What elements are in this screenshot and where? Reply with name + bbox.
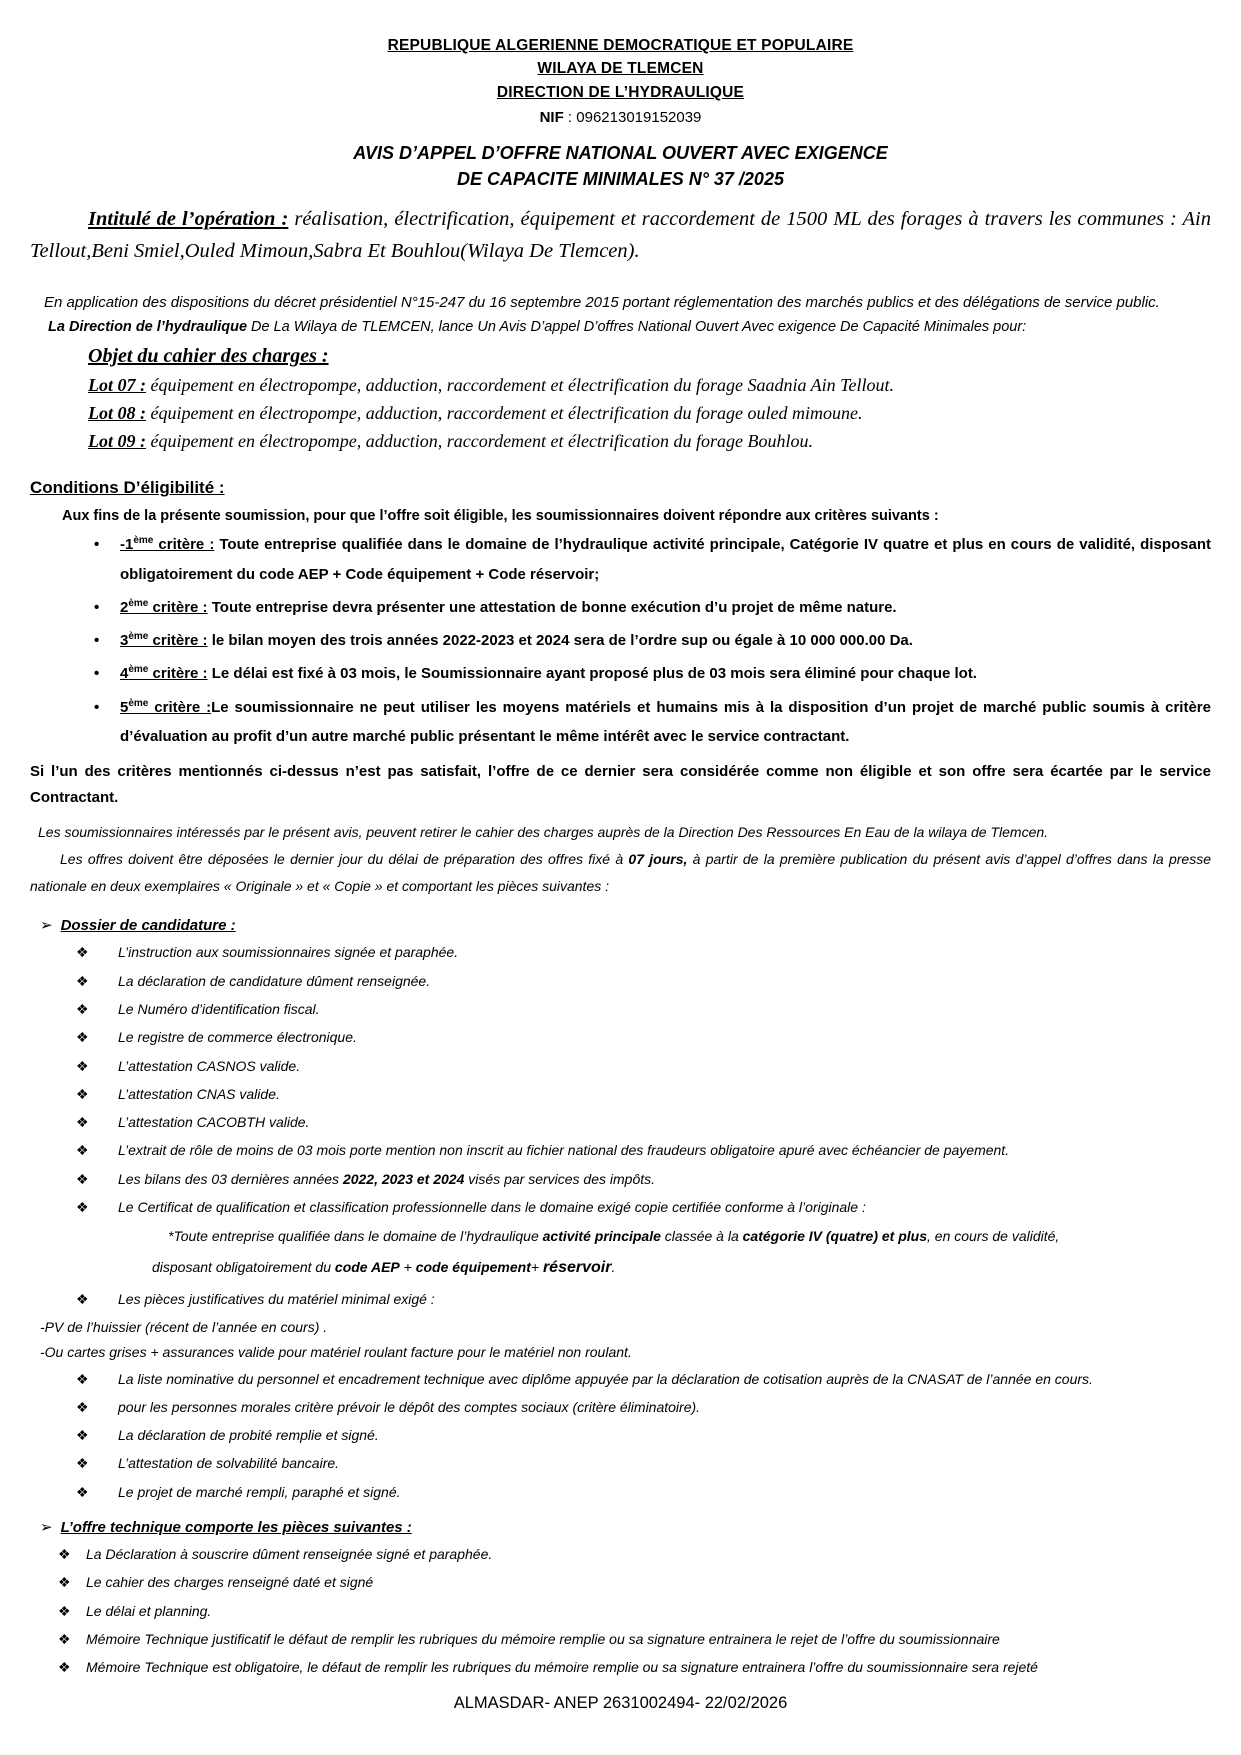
dossier-heading [40, 916, 1211, 934]
criterion-4-word: critère : [148, 665, 208, 683]
nif-label: NIF [539, 108, 564, 126]
offre-technique-list [30, 1544, 1211, 1677]
depot-delai: 07 jours, [628, 850, 688, 867]
criterion-2 [94, 593, 1211, 622]
depot-after: à partir de la première publication du présent avis d’appel d’offres dans la presse nationale en deux exemplaires « Originale » et « Copie » et comportant les pièces suivantes : [30, 850, 1211, 895]
categorie-text: catégorie IV (quatre) et plus [742, 1228, 927, 1245]
list-item-text: Le délai et planning. [86, 1602, 212, 1619]
list-item [30, 1629, 1211, 1649]
list-item-text: pour les personnes morales critère prévoir le dépôt des comptes sociaux (critère éliminatoire). [118, 1398, 701, 1415]
nif-line [30, 109, 1211, 126]
list-item [30, 971, 1211, 991]
criterion-3-word: critère : [148, 632, 208, 650]
criterion-5-sup: ème [128, 697, 149, 709]
list-item [30, 1397, 1211, 1417]
criterion-3-text: le bilan moyen des trois années 2022-2023 et 2024 sera de l’ordre sup ou égale à 10 000 000.00 Da. [207, 632, 913, 650]
list-item [30, 1482, 1211, 1502]
diamond-bullet-icon: ❖ [76, 1370, 89, 1387]
operation-label: Intitulé de l’opération : [88, 207, 289, 230]
criterion-5-text: Le soumissionnaire ne peut utiliser les moyens matériels et humains mis à la disposition d’un projet de marché public soumis à critère d’évaluation au profit d’un autre marché public présentant le même intérêt avec le service contractant. [120, 698, 1211, 745]
list-item [30, 1453, 1211, 1473]
diamond-bullet-icon: ❖ [76, 1000, 89, 1017]
materiel-line-pv: -PV de l’huissier (récent de l’année en cours) . [40, 1318, 328, 1335]
list-item-text: Le projet de marché rempli, paraphé et signé. [118, 1483, 401, 1500]
diamond-bullet-icon: ❖ [58, 1659, 71, 1676]
criterion-5-word: critère : [148, 698, 212, 716]
list-item-text: L’instruction aux soumissionnaires signée et paraphée. [118, 944, 459, 961]
criterion-1-sup: ème [133, 535, 154, 547]
certificat-detail-text: classée à la [660, 1228, 743, 1245]
certificat-detail-2 [152, 1256, 1211, 1280]
list-item-text: Les pièces justificatives du matériel minimal exigé : [118, 1291, 435, 1308]
retrait-paragraph: Les soumissionnaires intéressés par le présent avis, peuvent retirer le cahier des charges auprès de la Direction Des Ressources En Eau de la wilaya de Tlemcen. [38, 823, 1049, 840]
operation-paragraph [30, 204, 1211, 268]
list-item-text: La déclaration de probité remplie et signé. [118, 1427, 379, 1444]
criteria-list [94, 530, 1211, 751]
criterion-2-sup: ème [128, 597, 149, 609]
list-item [30, 1084, 1211, 1104]
direction-announcement [30, 319, 1211, 335]
list-item-text: L’attestation CACOBTH valide. [118, 1114, 310, 1131]
bilans-text-2: visés par services des impôts. [468, 1170, 656, 1187]
depot-before: Les offres doivent être déposées le dernier jour du délai de préparation des offres fixé à [60, 850, 629, 867]
list-item-text: L’attestation CASNOS valide. [118, 1057, 301, 1074]
certificat-detail-1 [168, 1226, 1211, 1247]
criterion-3 [94, 626, 1211, 655]
list-item-text [118, 1169, 1211, 1189]
list-item [30, 1056, 1211, 1076]
objet-heading: Objet du cahier des charges : [88, 345, 329, 368]
criterion-2-text: Toute entreprise devra présenter une attestation de bonne exécution d’u projet de même nature. [207, 598, 897, 616]
diamond-bullet-icon: ❖ [58, 1630, 71, 1647]
diamond-bullet-icon: ❖ [76, 1483, 89, 1500]
lot-07 [88, 375, 1211, 396]
criterion-4-num: 4 [120, 665, 129, 683]
criterion-1-word: critère : [153, 536, 215, 554]
list-item-text: La déclaration de candidature dûment renseignée. [118, 972, 431, 989]
list-item-text: Le cahier des charges renseigné daté et signé [86, 1574, 374, 1591]
diamond-bullet-icon: ❖ [76, 1029, 89, 1046]
criterion-1-text: Toute entreprise qualifiée dans le domaine de l’hydraulique activité principale, Catégorie IV quatre et plus en cours de validité, disposant obligatoirement du code AEP + Code équipement + Code réservoir; [120, 536, 1211, 583]
lot-09-text: équipement en électropompe, adduction, raccordement et électrification du forage Bouhlou. [146, 431, 813, 452]
criterion-5 [94, 693, 1211, 752]
criterion-3-label [120, 632, 208, 649]
list-item [30, 1572, 1211, 1592]
criterion-1-num: -1 [120, 536, 134, 554]
diamond-bullet-icon: ❖ [58, 1602, 71, 1619]
list-item-text: L’attestation CNAS valide. [118, 1085, 280, 1102]
diamond-bullet-icon: ❖ [76, 1170, 89, 1187]
list-item-text: L’attestation de solvabilité bancaire. [118, 1455, 340, 1472]
materiel-line-cartes: -Ou cartes grises + assurances valide pour matériel roulant facture pour le matériel non roulant. [40, 1343, 632, 1360]
notice-title [30, 140, 1211, 192]
lot-07-label: Lot 07 : [88, 375, 146, 396]
list-item [30, 1369, 1211, 1389]
diamond-bullet-icon: ❖ [76, 1114, 89, 1131]
arrow-icon: ➢ [40, 917, 53, 935]
header-republic-line: REPUBLIQUE ALGERIENNE DEMOCRATIQUE ET POPULAIRE [387, 37, 854, 54]
list-item-text: Mémoire Technique est obligatoire, le défaut de remplir les rubriques du mémoire remplie ou sa signature entrainera l’offre du soumissionnaire sera rejeté [86, 1659, 1038, 1676]
list-item-text: La liste nominative du personnel et encadrement technique avec diplôme appuyée par la déclaration de cotisation auprès de la CNASAT de l’année en cours. [118, 1370, 1093, 1387]
diamond-bullet-icon: ❖ [76, 972, 89, 989]
certificat-detail-text: disposant obligatoirement du [152, 1259, 335, 1276]
criterion-2-label [120, 599, 208, 616]
criterion-4-label [120, 665, 208, 682]
direction-rest: De La Wilaya de TLEMCEN, lance Un Avis D’appel D’offres National Ouvert Avec exigence De Capacité Minimales pour: [247, 319, 1027, 336]
conditions-intro: Aux fins de la présente soumission, pour que l’offre soit éligible, les soumissionnaires doivent répondre aux critères suivants : [62, 508, 939, 525]
list-item-text: Le registre de commerce électronique. [118, 1029, 357, 1046]
diamond-bullet-icon: ❖ [76, 1455, 89, 1472]
anep-footer: ALMASDAR- ANEP 2631002494- 22/02/2026 [453, 1694, 788, 1712]
list-item [30, 1657, 1211, 1677]
list-item-materiel [30, 1289, 1211, 1309]
diamond-bullet-icon: ❖ [76, 1142, 89, 1159]
list-item [30, 1544, 1211, 1564]
lot-09-label: Lot 09 : [88, 431, 146, 452]
list-item-text: La Déclaration à souscrire dûment renseignée signé et paraphée. [86, 1546, 493, 1563]
criterion-4-text: Le délai est fixé à 03 mois, le Soumissionnaire ayant proposé plus de 03 mois sera éliminé pour chaque lot. [207, 665, 977, 683]
criterion-3-sup: ème [128, 631, 149, 643]
notice-title-line2: DE CAPACITE MINIMALES N° 37 /2025 [457, 168, 784, 189]
bullet-dot-icon: • [94, 698, 100, 716]
bullet-dot-icon: • [94, 536, 100, 554]
notice-title-line1: AVIS D’APPEL D’OFFRE NATIONAL OUVERT AVEC EXIGENCE [353, 142, 888, 163]
diamond-bullet-icon: ❖ [58, 1574, 71, 1591]
list-item-certificat [30, 1197, 1211, 1217]
certificat-detail-text: *Toute entreprise qualifiée dans le domaine de l’hydraulique [168, 1228, 543, 1245]
list-item [30, 1140, 1211, 1160]
bullet-dot-icon: • [94, 598, 100, 616]
lot-09 [88, 431, 1211, 452]
list-item [30, 1027, 1211, 1047]
criterion-1 [94, 530, 1211, 589]
diamond-bullet-icon: ❖ [58, 1546, 71, 1563]
criterion-3-num: 3 [120, 632, 129, 650]
dossier-heading-text: Dossier de candidature : [60, 917, 236, 935]
depot-paragraph [30, 846, 1211, 901]
criterion-5-label [120, 699, 211, 716]
certificat-detail-text: + [399, 1259, 416, 1276]
offre-technique-heading-text: L’offre technique comporte les pièces suivantes : [60, 1519, 412, 1537]
certificat-detail-text: + [530, 1259, 543, 1276]
criterion-2-word: critère : [148, 598, 208, 616]
list-item-text: Le Numéro d’identification fiscal. [118, 1000, 320, 1017]
list-item-text: Mémoire Technique justificatif le défaut de remplir les rubriques du mémoire remplie ou sa signature entrainera le rejet de l’offre du soumissionnaire [86, 1630, 1000, 1647]
header-wilaya-line: WILAYA DE TLEMCEN [537, 60, 704, 78]
list-item [30, 1112, 1211, 1132]
lot-08-text: équipement en électropompe, adduction, raccordement et électrification du forage ouled mimoune. [146, 403, 863, 424]
criterion-2-num: 2 [120, 598, 129, 616]
criterion-4-sup: ème [128, 664, 149, 676]
bullet-dot-icon: • [94, 665, 100, 683]
list-item [30, 942, 1211, 962]
criterion-4 [94, 659, 1211, 688]
elimination-warning: Si l’un des critères mentionnés ci-dessus n’est pas satisfait, l’offre de ce dernier sera considérée comme non éligible et son offre sera écartée par le service Contractant. [30, 763, 1211, 807]
operation-text: réalisation, électrification, équipement et raccordement de 1500 ML des forages à travers les communes : Ain Tellout,Beni Smiel,Ouled Mimoun,Sabra Et Bouhlou(Wilaya De Tlemcen). [30, 207, 1212, 262]
diamond-bullet-icon: ❖ [76, 1198, 89, 1215]
certificat-detail-text: . [611, 1259, 616, 1276]
list-item-text: L’extrait de rôle de moins de 03 mois porte mention non inscrit au fichier national des fraudeurs obligatoire apuré avec échéancier de payement. [118, 1142, 1010, 1159]
criterion-5-num: 5 [120, 698, 129, 716]
activite-principale: activité principale [542, 1228, 661, 1245]
list-item [30, 1425, 1211, 1445]
diamond-bullet-icon: ❖ [76, 1085, 89, 1102]
lot-08-label: Lot 08 : [88, 403, 146, 424]
bullet-dot-icon: • [94, 632, 100, 650]
certificat-detail-text: , en cours de validité, [927, 1228, 1060, 1245]
diamond-bullet-icon: ❖ [76, 1398, 89, 1415]
code-equipement: code équipement [415, 1259, 531, 1276]
objet-section [88, 345, 1211, 452]
lot-07-text: équipement en électropompe, adduction, raccordement et électrification du forage Saadnia Ain Tellout. [146, 375, 895, 396]
conditions-heading: Conditions D’éligibilité : [30, 478, 225, 498]
document-header [30, 34, 1211, 192]
lot-08 [88, 403, 1211, 424]
list-item [30, 999, 1211, 1019]
bilans-text-1: Les bilans des 03 dernières années [118, 1170, 343, 1187]
arrow-icon: ➢ [40, 1519, 53, 1537]
list-item-text: Le Certificat de qualification et classification professionnelle dans le domaine exigé copie certifiée conforme à l’originale : [118, 1198, 866, 1215]
list-item-bilans [30, 1169, 1211, 1189]
dossier-list [30, 942, 1211, 1502]
nif-value: : 096213019152039 [563, 108, 702, 126]
diamond-bullet-icon: ❖ [76, 1057, 89, 1074]
criterion-1-label [120, 536, 214, 553]
code-reservoir: réservoir [542, 1259, 612, 1277]
diamond-bullet-icon: ❖ [76, 1291, 89, 1308]
bilans-years: 2022, 2023 et 2024 [342, 1170, 469, 1187]
offre-technique-heading [40, 1518, 1211, 1536]
diamond-bullet-icon: ❖ [76, 1427, 89, 1444]
list-item [30, 1601, 1211, 1621]
legal-basis-paragraph: En application des dispositions du décret présidentiel N°15-247 du 16 septembre 2015 portant réglementation des marchés publics et des délégations de service public. [44, 294, 1160, 312]
header-direction-line: DIRECTION DE L’HYDRAULIQUE [496, 83, 745, 101]
code-aep: code AEP [334, 1259, 400, 1276]
direction-name: La Direction de l’hydraulique [48, 319, 248, 336]
diamond-bullet-icon: ❖ [76, 944, 89, 961]
